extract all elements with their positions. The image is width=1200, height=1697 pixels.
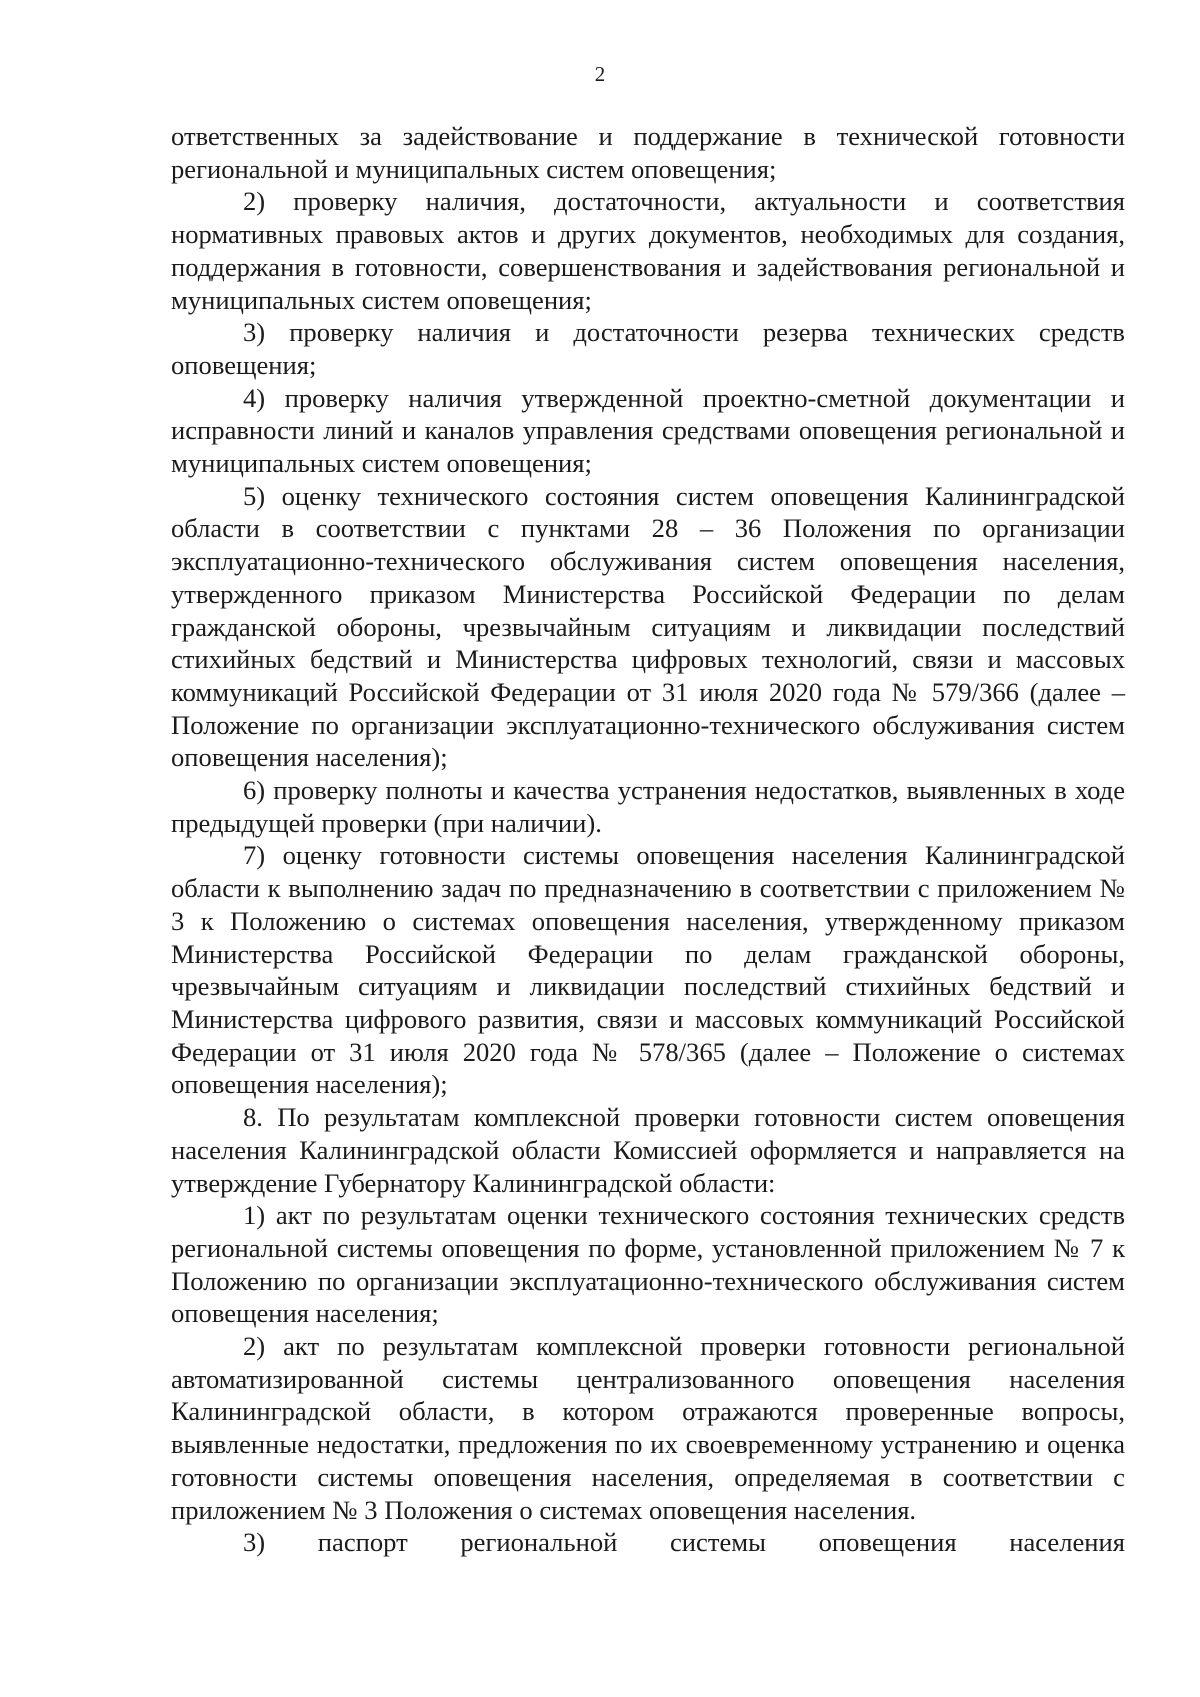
- paragraph-item-6: 6) проверку полноты и качества устранения недостатков, выявленных в ходе предыдущей проверки (при наличии).: [171, 775, 1125, 838]
- paragraph-item-7: 7) оценку готовности системы оповещения населения Калининградской области к выполнению задач по предназначению в соответствии с приложением № 3 к Положению о системах оповещения населения, утвержденному приказом Министерства Российской Федерации по делам гражданской обороны, чрезвычайным ситуациям и ликвидации последствий стихийных бедствий и Министерства цифрового развития, связи и массовых коммуникаций Российской Федерации от 31 июля 2020 года № 578/365 (далее – Положение о системах оповещения населения);: [171, 840, 1125, 1100]
- paragraph-act-1: 1) акт по результатам оценки технического состояния технических средств региональной системы оповещения по форме, установленной приложением № 7 к Положению по организации эксплуатационно-технического обслуживания систем оповещения населения;: [171, 1200, 1125, 1329]
- paragraph-section-8: 8. По результатам комплексной проверки готовности систем оповещения населения Калининградской области Комиссией оформляется и направляется на утверждение Губернатору Калининградской области:: [171, 1102, 1125, 1198]
- paragraph-item-5: 5) оценку технического состояния систем оповещения Калининградской области в соответствии с пунктами 28 – 36 Положения по организации эксплуатационно-технического обслуживания систем оповещения населения, утвержденного приказом Министерства Российской Федерации по делам гражданской обороны, чрезвычайным ситуациям и ликвидации последствий стихийных бедствий и Министерства цифровых технологий, связи и массовых коммуникаций Российской Федерации от 31 июля 2020 года № 579/366 (далее – Положение по организации эксплуатационно-технического обслуживания систем оповещения населения);: [171, 480, 1125, 773]
- paragraph-item-2: 2) проверку наличия, достаточности, актуальности и соответствия нормативных правовых актов и других документов, необходимых для создания, поддержания в готовности, совершенствования и задействования региональной и муниципальных систем оповещения;: [171, 186, 1125, 315]
- paragraph-act-2: 2) акт по результатам комплексной проверки готовности региональной автоматизированной системы централизованного оповещения населения Калининградской области, в котором отражаются проверенные вопросы, выявленные недостатки, предложения по их своевременному устранению и оценка готовности системы оповещения населения, определяемая в соответствии с приложением № 3 Положения о системах оповещения населения.: [171, 1331, 1125, 1525]
- document-body: [171, 120, 1125, 1559]
- paragraph-passport-3: 3) паспорт региональной системы оповещения населения: [243, 1527, 1125, 1558]
- paragraph-item-3: 3) проверку наличия и достаточности резерва технических средств оповещения;: [171, 317, 1125, 380]
- page-number: 2: [594, 62, 606, 86]
- paragraph-item-4: 4) проверку наличия утвержденной проектно-сметной документации и исправности линий и каналов управления средствами оповещения региональной и муниципальных систем оповещения;: [171, 382, 1125, 479]
- paragraph-continuation: ответственных за задействование и поддержание в технической готовности региональной и муниципальных систем оповещения;: [171, 121, 1125, 184]
